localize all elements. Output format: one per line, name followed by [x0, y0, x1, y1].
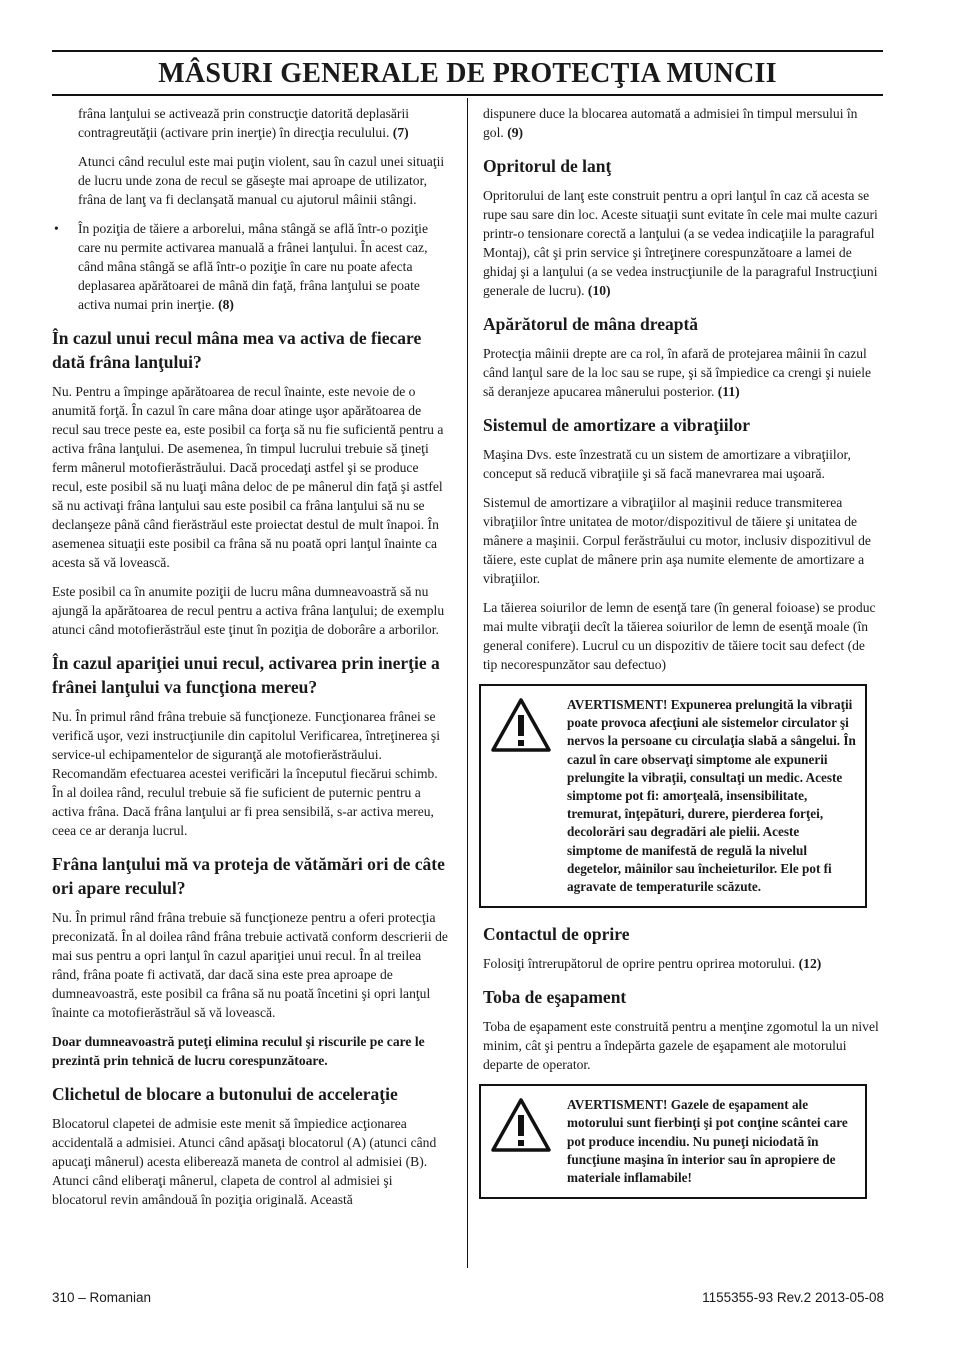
- section-heading: Apărătorul de mâna dreaptă: [483, 314, 699, 334]
- figure-ref: (12): [798, 956, 822, 972]
- bullet-item: [52, 219, 448, 314]
- warning-text: AVERTISMENT! Expunerea prelungită la vibraţii poate provoca afecţiuni ale sistemelor circulator şi nervos la persoane cu circulaţia slabă a sângelui. În cazul în care observaţi simptome ale expunerii prelungite la vibraţii, consultaţi un medic. Aceste simptome pot fi: amorţeală, insensibilitate, tremurat, înţepături, durere, pierderea forţei, decolorări sau degradări ale pielii. Aceste simptome de manifestă de regulă la nivelul degetelor, mâinilor sau încheieturilor. Ele pot fi agravate de temperaturile scăzute.: [567, 697, 856, 895]
- bold-paragraph: Doar dumneavoastră puteţi elimina reculul şi riscurile pe care le prezintă prin tehnică de lucru corespunzătoare.: [52, 1034, 425, 1068]
- top-rule: [52, 50, 883, 52]
- paragraph: Nu. În primul rând frâna trebuie să funcţioneze pentru a oferi protecţia preconizată. În al doilea rând frâna trebuie activată conform descrierii de mai sus pentru a opri lanţul în cazul apariţiei unui recul. În al treilea rând, frâna poate fi activată, dar dacă sina este prea aproape de dumneavoastră, este posibil ca frâna să nu poată încetini şi opri lanţul înainte ca motofierăstrăul să vă lovească.: [52, 910, 448, 1020]
- figure-ref: (9): [507, 125, 524, 140]
- paragraph: Atunci când reculul este mai puţin violent, sau în cazul unei situaţii de lucru unde zona de recul se găseşte mai aproape de utilizator, frâna de lanţ va fi declanşată manual cu ajutorul mâinii stângi.: [78, 154, 445, 207]
- paragraph: Nu. În primul rând frâna trebuie să funcţioneze. Funcţionarea frânei se verifică uşor, vezi instrucţiunile din capitolul Verificarea, întreţinerea şi service-ul echipamentelor de siguranţă ale motofierăstrăului. Recomandăm efectuarea acestei verificări la începutul fiecărui schimb. În al doilea rând, reculul trebuie să fie suficient de puternic pentru a activa frâna. Dacă frâna lanţului ar fi prea sensibilă, s-ar activa mereu, ceea ce ar deranja lucrul.: [52, 709, 440, 838]
- bullet: •: [54, 221, 59, 236]
- warning-triangle-icon: [491, 1098, 551, 1152]
- paragraph-text: dispunere duce la blocarea automată a admisiei în timpul mersului în gol.: [483, 106, 858, 140]
- paragraph: Blocatorul clapetei de admisie este menit să împiedice acţionarea accidentală a admisiei. Atunci când apăsaţi blocatorul (A) (atunci când apucaţi mânerul) acesta eliberează maneta de control al admisiei (B). Atunci când eliberaţi mânerul, clapeta de control al admisiei şi blocatorul revin amândouă în poziţia originală. Această: [52, 1116, 437, 1207]
- paragraph: La tăierea soiurilor de lemn de esenţă tare (în general foioase) se produc mai multe vibraţii decît la tăierea soiurilor de lemn de esenţă moale (în general conifere). Lucrul cu un dispozitiv de tăiere tocit sau defect (de tip necorespunzător sau defectuo): [483, 600, 876, 672]
- paragraph-text: Opritorului de lanţ este construit pentru a opri lanţul în caz că acesta se rupe sau sare din loc. Aceste situaţii sunt evitate în cele mai multe cazuri printr-o tensionare corectă a lanţului (a se vedea indicaţiile la paragraful Montaj), cât şi prin service şi întreţinere corespunzătoare a lamei de ghidaj şi a lanţului (a se vedea instrucţiunile de la paragraful Instrucţiuni generale de lucru).: [483, 188, 878, 298]
- page-title: MÂSURI GENERALE DE PROTECŢIA MUNCII: [158, 58, 777, 89]
- document-code: 1155355-93 Rev.2 2013-05-08: [702, 1290, 884, 1305]
- paragraph: [483, 186, 881, 300]
- warning-box: [479, 1084, 867, 1199]
- page-number: 310 – Romanian: [52, 1290, 152, 1305]
- figure-ref: (8): [218, 297, 234, 312]
- section-heading: În cazul unui recul mâna mea va activa de fiecare dată frâna lanţului?: [52, 328, 422, 372]
- section-heading: Sistemul de amortizare a vibraţiilor: [483, 415, 750, 435]
- paragraph-text: frâna lanţului se activează prin construcţie datorită deplasării contragreutăţii (activare prin inerţie) în direcţia reculului.: [78, 106, 410, 140]
- warning-text: AVERTISMENT! Gazele de eşapament ale motorului sunt fierbinţi şi pot conţine scântei care pot produce incendiu. Nu puneţi niciodată în funcţiune maşina în interior sau în apropiere de materiale inflamabile!: [567, 1097, 848, 1186]
- figure-ref: (11): [717, 384, 740, 399]
- paragraph-text: Folosiţi întrerupătorul de oprire pentru oprirea motorului.: [483, 956, 796, 972]
- paragraph-text: În poziţia de tăiere a arborelui, mâna stângă se află într-o poziţie care nu permite activarea manuală a frânei lanţului. În acest caz, când mâna stângă se află într-o poziţie în care nu poate afecta deplasarea apărătoarei de mână din faţă, frâna lanţului se poate activa numai prin inerţie.: [78, 221, 428, 312]
- left-column: [52, 104, 448, 1219]
- warning-box: [479, 684, 867, 908]
- figure-ref: (7): [392, 125, 409, 140]
- paragraph: Maşina Dvs. este înzestrată cu un sistem de amortizare a vibraţiilor, conceput să reducă vibraţiile şi să facă manevrarea mai uşoară.: [483, 447, 851, 481]
- paragraph: Toba de eşapament este construită pentru a menţine zgomotul la un nivel minim, cât şi pentru a îndepărta gazele de eşapament ale motorului departe de operator.: [483, 1019, 879, 1073]
- title-rule: [52, 94, 883, 96]
- figure-ref: (10): [587, 283, 611, 298]
- paragraph: Sistemul de amortizare a vibraţiilor al maşinii reduce transmiterea vibraţiilor între unitatea de motor/dispozitivul de tăiere şi unitatea de mânere a maşinii. Corpul ferăstrăului cu motor, inclusiv dispozitivul de tăiere, este cuplat de mânere prin aşa numite elemente de amortizare a vibraţiilor.: [483, 495, 871, 586]
- warning-triangle-icon: [491, 698, 551, 752]
- section-heading: Clichetul de blocare a butonului de acceleraţie: [52, 1084, 398, 1104]
- right-column: [483, 104, 881, 1213]
- paragraph: [78, 219, 448, 314]
- paragraph: Nu. Pentru a împinge apărătoarea de recul înainte, este nevoie de o anumită forţă. În cazul în care mâna doar atinge uşor apărătoarea de recul sau trece peste ea, este posibil ca forţa să nu fie suficientă pentru a activa frâna lanţului. De asemenea, în timpul lucrului trebuie să ţineţi ferm mânerul motofierăstrăului. Dacă procedaţi astfel şi se produce recul, este posibil să nu luaţi mâna deloc de pe mânerul din faţă şi astfel să nu activaţi frâna lanţului sau este posibil ca frâna lanţului să nu se declanşeze până când fierăstrăul este proiectat destul de mult înapoi. În asemenea situaţii este posibil ca frâna să nu poată opri lanţul înainte ca acesta să vă lovească.: [52, 384, 444, 570]
- paragraph: [52, 104, 448, 142]
- paragraph: [483, 344, 881, 401]
- paragraph: [483, 104, 881, 142]
- section-heading: Frâna lanţului mă va proteja de vătămări ori de câte ori apare reculul?: [52, 854, 445, 898]
- column-divider: [467, 98, 468, 1268]
- paragraph: Este posibil ca în anumite poziţii de lucru mâna dumneavoastră să nu ajungă la apărătoarea de recul pentru a activa frâna lanţului; de exemplu atunci când motofierăstrăul este ţinut în poziţia de doborâre a arborilor.: [52, 584, 445, 637]
- section-heading: Opritorul de lanţ: [483, 156, 612, 176]
- section-heading: În cazul apariţiei unui recul, activarea prin inerţie a frânei lanţului va funcţiona mereu?: [52, 653, 440, 697]
- paragraph: [483, 954, 881, 973]
- paragraph-text: Protecţia mâinii drepte are ca rol, în afară de protejarea mâinii în cazul când lanţul sare de la loc sau se rupe, şi să împiedice ca crengi şi nuiele să deranjeze apucarea mânerului posterior.: [483, 346, 872, 399]
- section-heading: Toba de eşapament: [483, 987, 627, 1008]
- section-heading: Contactul de oprire: [483, 924, 630, 945]
